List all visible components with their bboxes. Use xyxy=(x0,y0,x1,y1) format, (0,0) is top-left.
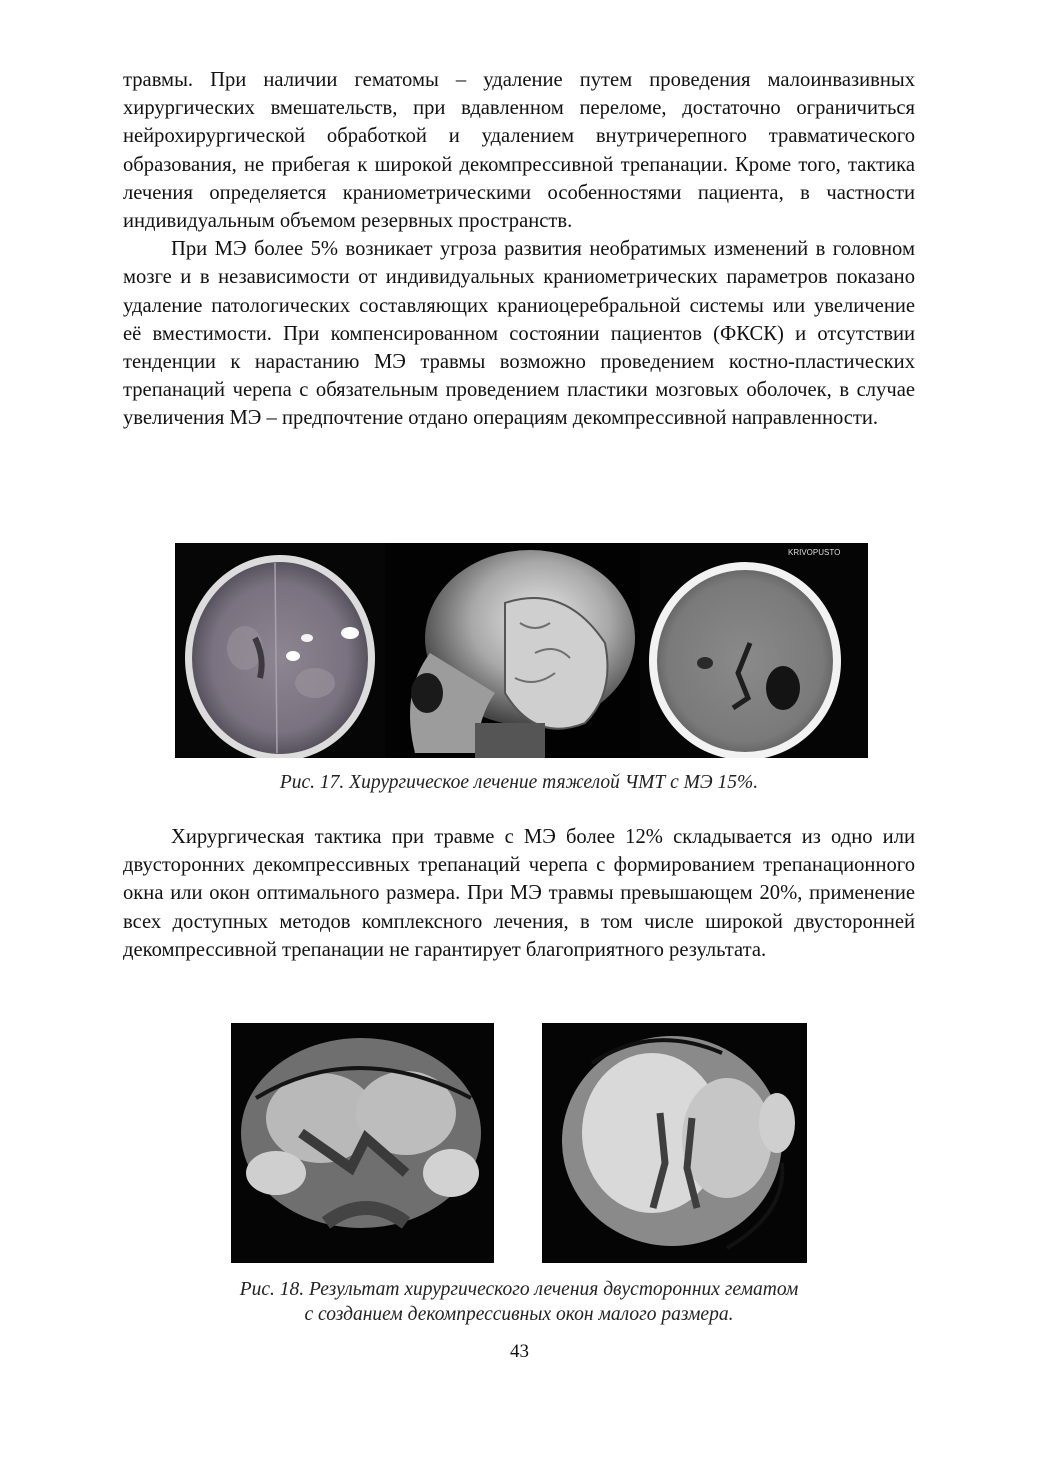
figure-17-svg xyxy=(175,543,868,758)
figure-17-images xyxy=(175,543,868,758)
paragraph-1: травмы. При наличии гематомы – удаление путем проведения малоинвазивных хирургических вмешательств, при вдавленном переломе, достаточно ограничиться нейрохирургической обработкой и удалением внутричерепного травматического образования, не прибегая к широкой декомпрессивной трепанации. Кроме того, тактика лечения определяется краниометрическими особенностями пациента, в частности индивидуальным объемом резервных пространств. xyxy=(123,69,915,233)
ct-overlay-label: KRIVOPUSTO xyxy=(788,548,841,557)
figure-18-caption xyxy=(123,1277,915,1327)
text-block-middle xyxy=(123,823,915,964)
figure-18-caption-line-2: с созданием декомпрессивных окон малого размера. xyxy=(304,1304,734,1325)
text-block-top xyxy=(123,66,915,433)
figure-17-caption: Рис. 17. Хирургическое лечение тяжелой ЧМТ с МЭ 15%. xyxy=(279,772,759,793)
mri-left-svg xyxy=(231,1023,494,1263)
paragraph-3: Хирургическая тактика при травме с МЭ более 12% складывается из одно или двусторонних декомпрессивных трепанаций черепа с формированием трепанационного окна или окон оптимального размера. При МЭ травмы превышающем 20%, применение всех доступных методов комплексного лечения, в том числе широкой двусторонней декомпрессивной трепанации не гарантирует благоприятного результата. xyxy=(123,826,915,961)
figure-18-image-left xyxy=(231,1023,494,1263)
figure-18-caption-line-1: Рис. 18. Результат хирургического лечения двусторонних гематом xyxy=(239,1279,799,1300)
page-number: 43 xyxy=(510,1341,529,1362)
mri-right-svg xyxy=(542,1023,807,1263)
figure-18-image-right xyxy=(542,1023,807,1263)
paragraph-2: При МЭ более 5% возникает угроза развития необратимых изменений в головном мозге и в независимости от индивидуальных краниометрических параметров показано удаление патологических составляющих краниоцеребральной системы или увеличение её вместимости. При компенсированном состоянии пациентов (ФКСК) и отсутствии тенденции к нарастанию МЭ травмы возможно проведением костно-пластических трепанаций черепа с обязательным проведением пластики мозговых оболочек, в случае увеличения МЭ – предпочтение отдано операциям декомпрессивной направленности. xyxy=(123,238,915,430)
